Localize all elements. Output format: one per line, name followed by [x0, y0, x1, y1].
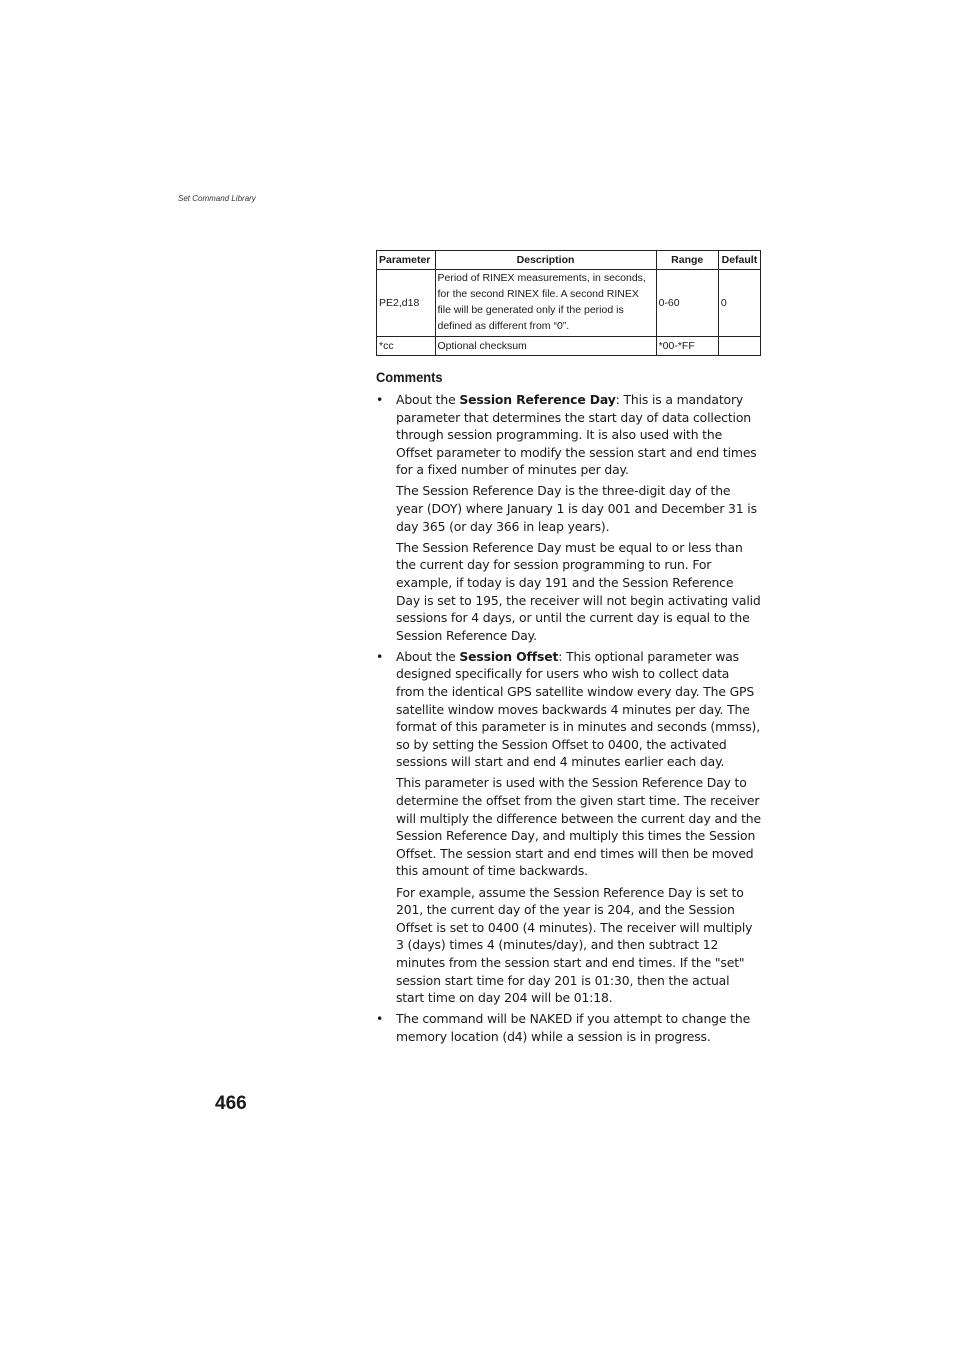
cell-range: *00-*FF: [656, 337, 718, 356]
description-line: Period of RINEX measurements, in seconds,: [437, 272, 646, 284]
paragraph: The Session Reference Day must be equal to or less than the current day for session programming to run. For example, if today is day 191 and the Session Reference Day is set to 195, the receiver will not begin activating valid sessions for 4 days, or until the current day is equal to the Session Reference Day.: [396, 539, 761, 643]
cell-default: 0: [718, 270, 760, 337]
cell-parameter: *cc: [377, 337, 436, 356]
header-parameter: Parameter: [377, 251, 436, 270]
list-item: [376, 391, 761, 644]
bold-term: Session Offset: [459, 648, 559, 664]
paragraph: The command will be NAKED if you attempt to change the memory location (d4) while a session is in progress.: [396, 1011, 751, 1044]
cell-range: 0-60: [656, 270, 718, 337]
paragraph: The Session Reference Day is the three-digit day of the year (DOY) where January 1 is day 001 and December 31 is day 365 (or day 366 in leap years).: [396, 483, 757, 534]
cell-parameter: PE2,d18: [377, 270, 436, 337]
comments-body: [376, 391, 761, 1049]
paragraph: [396, 391, 761, 479]
text-run: About the: [396, 648, 460, 664]
description-line: defined as different from “0”.: [437, 320, 570, 332]
paragraph: [396, 648, 761, 771]
bold-term: Session Reference Day: [459, 392, 616, 407]
bullet: •: [376, 392, 384, 407]
paragraph: For example, assume the Session Reference Day is set to 201, the current day of the year is 204, and the Session Offset is set to 0400 (4 minutes). The receiver will multiply 3 (days) times 4 (minutes/day), and then subtract 12 minutes from the session start and end times. If the "set" session start time for day 201 is 01:30, then the actual start time on day 204 will be 01:18.: [396, 884, 753, 1006]
description-line: for the second RINEX file. A second RINEX: [437, 288, 639, 300]
comments-heading: Comments: [376, 369, 443, 385]
cell-description: Optional checksum: [435, 337, 656, 356]
bullet: •: [376, 648, 384, 664]
table-header-row: [377, 251, 761, 270]
header-default: Default: [718, 251, 760, 270]
cell-default: [718, 337, 760, 356]
cell-description: [435, 270, 656, 337]
text-run: : This is a mandatory parameter that determines the start day of data collection through session programming. It is also used with the Offset parameter to modify the session start and end times for a fixed number of minutes per day.: [396, 392, 757, 478]
header-range: Range: [656, 251, 718, 270]
description-line: file will be generated only if the period is: [437, 304, 624, 316]
page-number: 466: [215, 1093, 247, 1114]
paragraph: This parameter is used with the Session Reference Day to determine the offset from the given start time. The receiver will multiply the difference between the current day and the Session Reference Day, and multiply this times the Session Offset. The session start and end times will then be moved this amount of time backwards.: [396, 775, 761, 879]
list-item: [376, 648, 761, 1007]
header-description: Description: [435, 251, 656, 270]
text-run: About the: [396, 392, 460, 407]
bullet: •: [376, 1011, 384, 1027]
running-head: Set Command Library: [178, 194, 256, 203]
list-item: [376, 1010, 761, 1045]
table-row: [377, 270, 761, 337]
table-row: [377, 337, 761, 356]
parameter-table: [376, 250, 761, 356]
comments-list: [376, 391, 761, 1045]
text-run: : This optional parameter was designed specifically for users who wish to collect data from the identical GPS satellite window every day. The GPS satellite window moves backwards 4 minutes per day. The format of this parameter is in minutes and seconds (mmss), so by setting the Session Offset to 0400, the activated sessions will start and end 4 minutes earlier each day.: [396, 648, 761, 770]
